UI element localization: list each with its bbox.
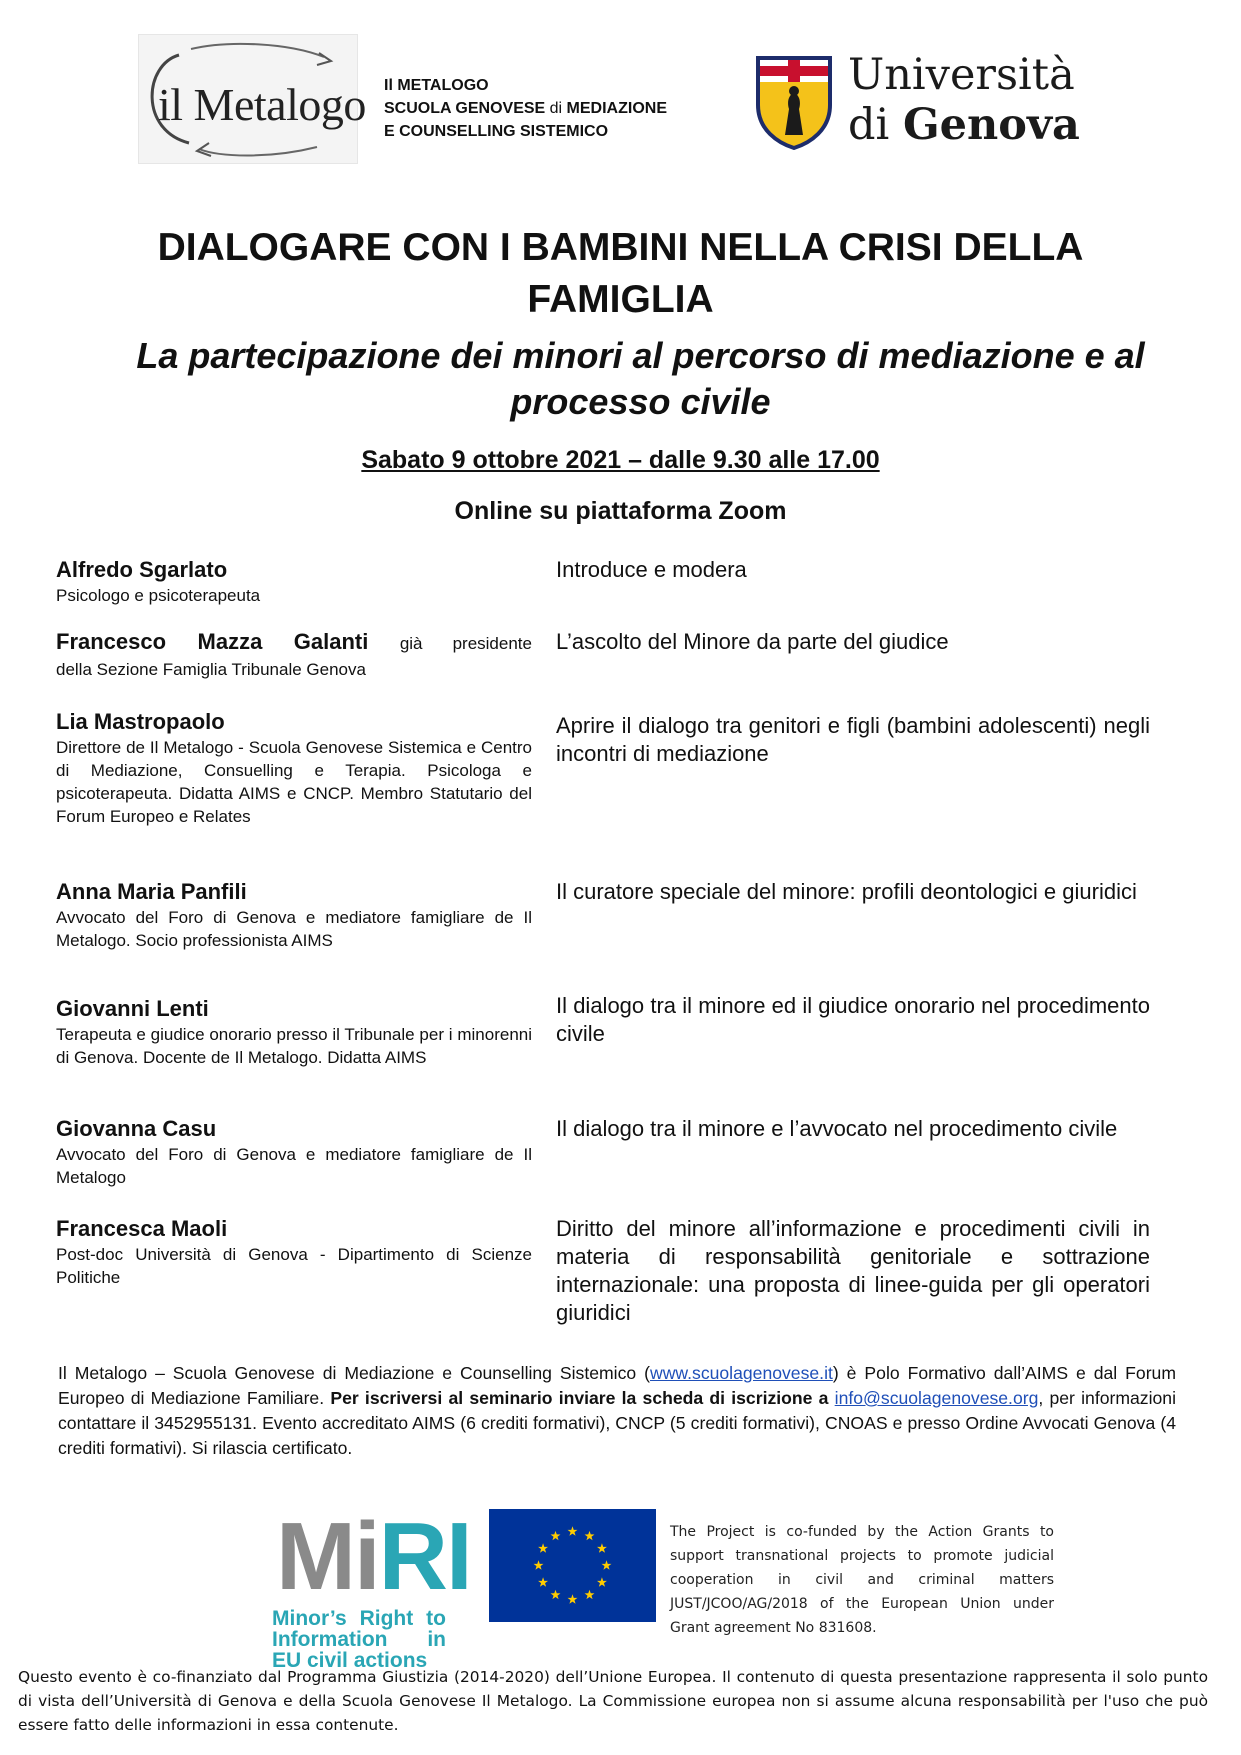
school-line-3: E COUNSELLING SISTEMICO: [384, 123, 609, 140]
eu-flag-icon: [489, 1509, 656, 1622]
speaker-desc: della Sezione Famiglia Tribunale Genova: [56, 660, 366, 679]
miri-logo: MiRI: [276, 1503, 471, 1610]
registration-note: Per iscriversi al seminario inviare la scheda di iscrizione a: [330, 1388, 835, 1408]
info-paragraph: Il Metalogo – Scuola Genovese di Mediazione e Counselling Sistemico (www.scuolagenovese.it) è Polo Formativo dall’AIMS e dal Forum Europeo di Mediazione Familiare. Per iscriversi al seminario inviare la scheda di iscrizione a info@scuolagenovese.org, per informazioni contattare il 3452955131. Evento accreditato AIMS (6 crediti formativi), CNCP (5 crediti formativi), CNOAS e presso Ordine Avvocati Genova (4 crediti formativi). Si rilascia certificato.: [58, 1363, 1176, 1458]
speaker-desc: Avvocato del Foro di Genova e mediatore famigliare de Il Metalogo. Socio professionista AIMS: [56, 908, 532, 950]
speaker-desc: Avvocato del Foro di Genova e mediatore famigliare de Il Metalogo: [56, 1145, 532, 1187]
speaker-desc: Direttore de Il Metalogo - Scuola Genovese Sistemica e Centro di Mediazione, Consuelling e Terapia. Psicologa e psicoterapeuta. Didatta AIMS e CNCP. Membro Statutario del Forum Europeo e Relates: [56, 738, 532, 826]
university-name: Università di Genova: [848, 50, 1080, 150]
speaker-name: Francesca Maoli: [56, 1216, 228, 1241]
speaker-topic: Il curatore speciale del minore: profili deontologici e giuridici: [556, 879, 1137, 904]
speaker-desc: Psicologo e psicoterapeuta: [56, 586, 261, 605]
speaker-topic: Il dialogo tra il minore ed il giudice onorario nel procedimento civile: [556, 993, 1150, 1046]
footer-disclaimer: Questo evento è co-finanziato dal Programma Giustizia (2014-2020) dell’Unione Europea. Il contenuto di questa presentazione rappresenta il solo punto di vista dell’Università di Genova e della Scuola Genovese Il Metalogo. La Commissione europea non si assume alcuna responsabilità per l'uso che può essere fatto delle informazioni in essa contenute.: [18, 1668, 1208, 1734]
speaker-name: Giovanni Lenti: [56, 996, 209, 1021]
speaker-name: Anna Maria Panfili: [56, 879, 247, 904]
speaker-topic: Diritto del minore all’informazione e procedimenti civili in materia di responsabilità genitoriale e sottrazione internazionale: una proposta di linee-guida per gli operatori giuridici: [556, 1216, 1150, 1325]
school-name: [384, 74, 667, 143]
speaker-topic: Il dialogo tra il minore e l’avvocato nel procedimento civile: [556, 1116, 1118, 1141]
event-title: DIALOGARE CON I BAMBINI NELLA CRISI DELLA FAMIGLIA: [157, 226, 1084, 321]
speaker-1: [56, 556, 532, 607]
speaker-name-line: Francesco Mazza Galanti già presidente: [56, 629, 532, 654]
speaker-3: [56, 708, 532, 828]
speaker-desc: Terapeuta e giudice onorario presso il Tribunale per i minorenni di Genova. Docente de Il Metalogo. Didatta AIMS: [56, 1025, 532, 1067]
speaker-6: [56, 1115, 532, 1189]
miri-tagline: Minor’s Right to Information in EU civil actions: [272, 1607, 446, 1672]
event-location: Online su piattaforma Zoom: [454, 497, 787, 525]
speaker-4: [56, 878, 532, 952]
unige-crest-icon: [755, 55, 833, 150]
event-date: Sabato 9 ottobre 2021 – dalle 9.30 alle 17.00: [361, 446, 880, 474]
speaker-name: Giovanna Casu: [56, 1116, 217, 1141]
speaker-topic: Aprire il dialogo tra genitori e figli (bambini adolescenti) negli incontri di mediazione: [556, 713, 1150, 766]
speaker-2: [56, 628, 532, 681]
event-subtitle: La partecipazione dei minori al percorso di mediazione e al processo civile: [136, 335, 1145, 422]
school-line-2: SCUOLA GENOVESE di MEDIAZIONE: [384, 100, 667, 117]
school-line-1: Il METALOGO: [384, 77, 489, 94]
speaker-7: [56, 1215, 532, 1289]
eu-cofunding-text: The Project is co-funded by the Action Grants to support transnational projects to promote judicial cooperation in civil and criminal matters JUST/JCOO/AG/2018 of the European Union under Grant agreement No 831608.: [670, 1524, 1054, 1636]
speaker-name: Lia Mastropaolo: [56, 709, 225, 734]
speaker-5: [56, 995, 532, 1069]
speaker-role: già presidente: [399, 634, 532, 653]
metalogo-logo-text: il Metalogo: [158, 79, 366, 130]
speaker-topic: Introduce e modera: [556, 557, 747, 582]
website-link[interactable]: www.scuolagenovese.it: [649, 1363, 833, 1383]
speaker-desc: Post-doc Università di Genova - Dipartimento di Scienze Politiche: [56, 1245, 532, 1287]
speaker-name: Alfredo Sgarlato: [56, 557, 228, 582]
email-link[interactable]: info@scuolagenovese.org: [834, 1388, 1039, 1408]
speaker-topic: L’ascolto del Minore da parte del giudice: [556, 629, 949, 654]
